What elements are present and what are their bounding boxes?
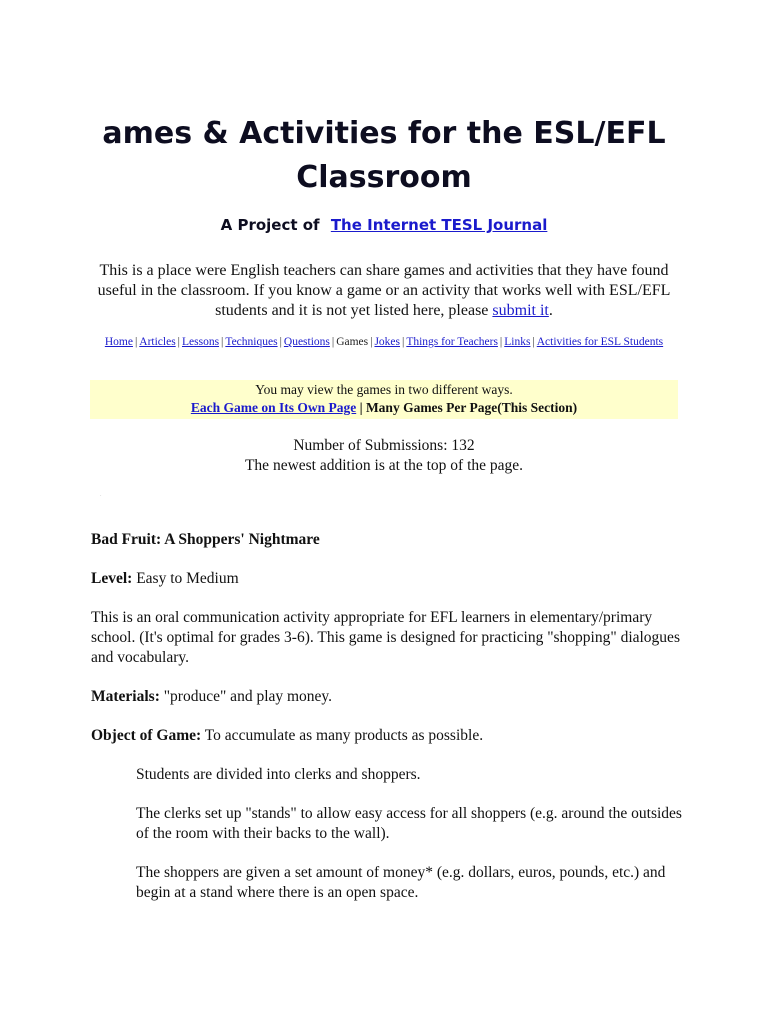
submit-link[interactable]: submit it <box>492 302 549 319</box>
game-level <box>91 569 691 589</box>
banner-intro: You may view the games in two different ways. <box>255 382 513 397</box>
nav-games-current: Games <box>336 336 369 348</box>
nav-things-for-teachers[interactable]: Things for Teachers <box>406 336 498 348</box>
nav-separator: | <box>331 336 335 348</box>
nav-separator: | <box>134 336 138 348</box>
game-step: Students are divided into clerks and shoppers. <box>136 766 421 783</box>
intro-end: . <box>548 302 553 319</box>
object-label: Object of Game: <box>91 727 202 744</box>
nav-separator: | <box>370 336 373 348</box>
submission-counts <box>0 436 768 476</box>
page-title: ames & Activities for the ESL/EFL Classroom <box>102 116 666 195</box>
nav-separator: | <box>499 336 503 348</box>
site-nav <box>95 335 673 350</box>
newest-note: The newest addition is at the top of the page. <box>244 457 524 474</box>
level-label: Level: <box>91 570 133 587</box>
divider-dot: . <box>100 492 102 498</box>
banner-separator: | <box>359 400 363 415</box>
nav-home[interactable]: Home <box>104 336 133 348</box>
materials-label: Materials: <box>91 688 160 705</box>
project-line <box>0 214 768 236</box>
banner-options <box>90 399 678 417</box>
intro-paragraph <box>90 261 678 321</box>
view-options-banner <box>90 380 678 419</box>
nav-lessons[interactable]: Lessons <box>181 336 220 348</box>
nav-questions[interactable]: Questions <box>283 336 330 348</box>
nav-separator: | <box>532 336 535 348</box>
game-step: The clerks set up "stands" to allow easy access for all shoppers (e.g. around the outsides of the room with their backs to the wall). <box>136 805 682 842</box>
game-object <box>91 726 691 746</box>
many-games-label: Many Games Per Page(This Section) <box>365 400 578 415</box>
nav-jokes[interactable]: Jokes <box>374 336 401 348</box>
nav-activities-for-esl-students[interactable]: Activities for ESL Students <box>536 336 664 348</box>
nav-separator: | <box>279 336 282 348</box>
intro-text: This is a place were English teachers can share games and activities that they have found useful in the classroom. If you know a game or an activity that works well with ESL/EFL students and it is not yet listed here, please <box>97 262 671 319</box>
game-step: The shoppers are given a set amount of money* (e.g. dollars, euros, pounds, etc.) and begin at a stand where there is an open space. <box>136 864 666 901</box>
each-game-link[interactable]: Each Game on Its Own Page <box>190 400 357 415</box>
materials-value: "produce" and play money. <box>163 688 333 705</box>
nav-separator: | <box>221 336 224 348</box>
game-description: This is an oral communication activity appropriate for EFL learners in elementary/primary school. (It's optimal for grades 3-6). This game is designed for practicing "shopping" dialogues and vocabulary. <box>91 609 680 666</box>
journal-link[interactable]: The Internet TESL Journal <box>330 216 548 234</box>
submission-count: Number of Submissions: 132 <box>293 437 475 454</box>
game-title: Bad Fruit: A Shoppers' Nightmare <box>91 531 320 548</box>
game-materials <box>91 687 691 707</box>
nav-separator: | <box>177 336 180 348</box>
project-prefix: A Project of <box>220 216 320 234</box>
nav-links[interactable]: Links <box>504 336 531 348</box>
nav-techniques[interactable]: Techniques <box>225 336 278 348</box>
level-value: Easy to Medium <box>136 570 239 587</box>
nav-articles[interactable]: Articles <box>139 336 176 348</box>
nav-separator: | <box>402 336 405 348</box>
game-entry <box>91 530 691 922</box>
object-value: To accumulate as many products as possible. <box>204 727 484 744</box>
